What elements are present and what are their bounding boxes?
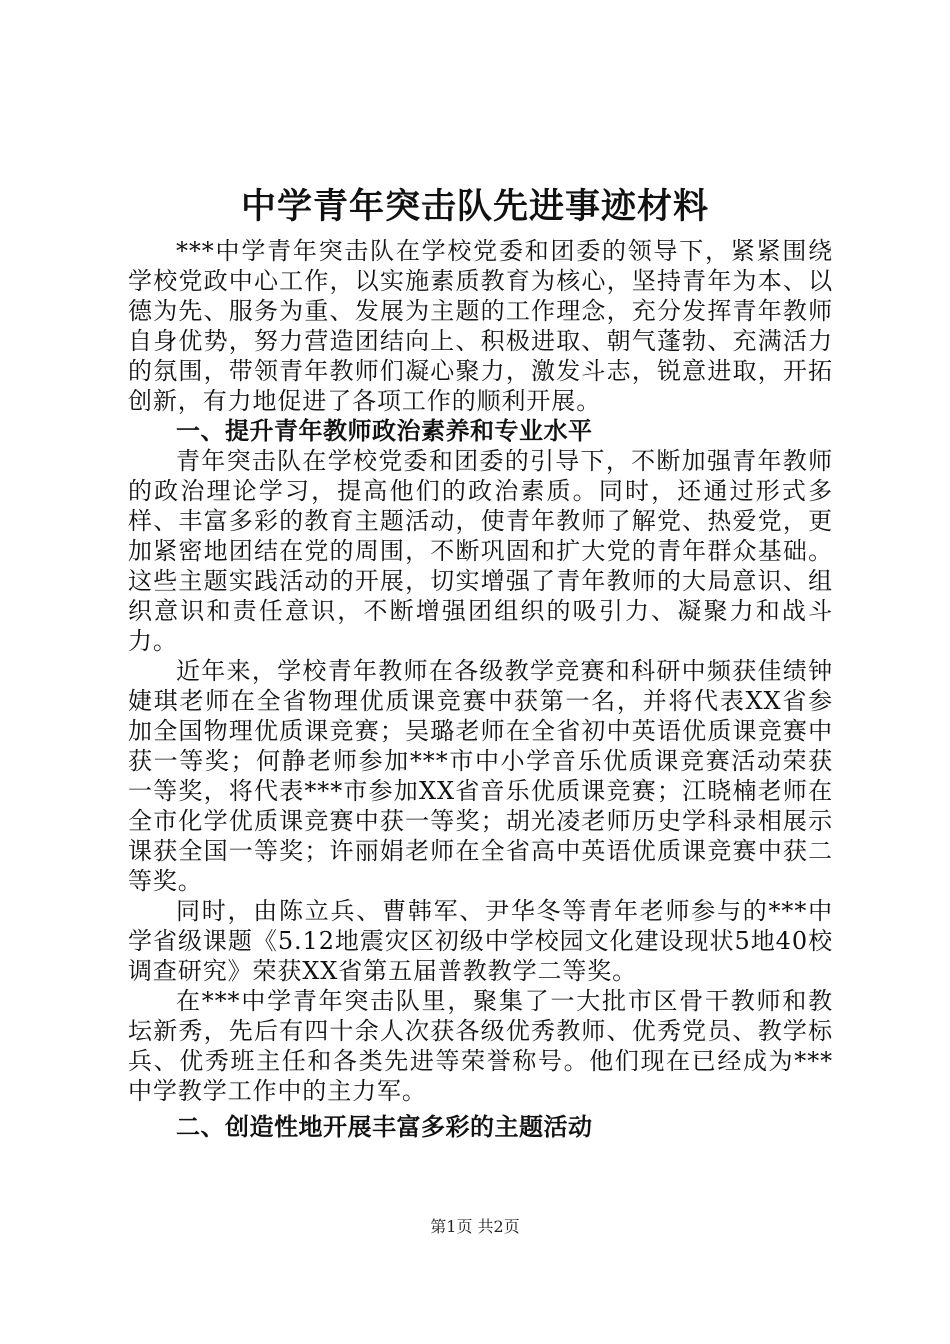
document-body: [128, 236, 833, 1142]
paragraph-awards: 近年来，学校青年教师在各级教学竞赛和科研中频获佳绩钟婕琪老师在全省物理优质课竞赛中获第一名，并将代表XX省参加全国物理优质课竞赛；吴璐老师在全省初中英语优质课竞赛中获一等奖；何静老师参加***市中小学音乐优质课竞赛活动荣获一等奖，将代表***市参加XX省音乐优质课竞赛；江晓楠老师在全市化学优质课竞赛中获一等奖；胡光凌老师历史学科录相展示课获全国一等奖；许丽娟老师在全省高中英语优质课竞赛中获二等奖。: [128, 657, 833, 895]
section-heading-2: 二、创造性地开展丰富多彩的主题活动: [176, 1113, 593, 1141]
paragraph-intro: ***中学青年突击队在学校党委和团委的领导下，紧紧围绕学校党政中心工作，以实施素质教育为核心，坚持青年为本、以德为先、服务为重、发展为主题的工作理念，充分发挥青年教师自身优势，努力营造团结向上、积极进取、朝气蓬勃、充满活力的氛围，带领青年教师们凝心聚力，激发斗志，锐意进取，开拓创新，有力地促进了各项工作的顺利开展。: [128, 237, 833, 415]
paragraph-research: 同时，由陈立兵、曹韩军、尹华冬等青年老师参与的***中学省级课题《5.12地震灾区初级中学校园文化建设现状5地40校调查研究》荣获XX省第五届普教教学二等奖。: [128, 897, 833, 985]
paragraph-honors: 在***中学青年突击队里，聚集了一大批市区骨干教师和教坛新秀，先后有四十余人次获各级优秀教师、优秀党员、教学标兵、优秀班主任和各类先进等荣誉称号。他们现在已经成为***中学教学工作中的主力军。: [128, 987, 833, 1105]
page-number-footer: 第1页 共2页: [430, 1217, 520, 1236]
section-heading-1: 一、提升青年教师政治素养和专业水平: [176, 417, 593, 445]
paragraph-political-study: 青年突击队在学校党委和团委的引导下，不断加强青年教师的政治理论学习，提高他们的政治素质。同时，还通过形式多样、丰富多彩的教育主题活动，使青年教师了解党、热爱党，更加紧密地团结在党的周围，不断巩固和扩大党的青年群众基础。这些主题实践活动的开展，切实增强了青年教师的大局意识、组织意识和责任意识，不断增强团组织的吸引力、凝聚力和战斗力。: [128, 447, 833, 655]
document-title: 中学青年突击队先进事迹材料: [240, 187, 709, 227]
